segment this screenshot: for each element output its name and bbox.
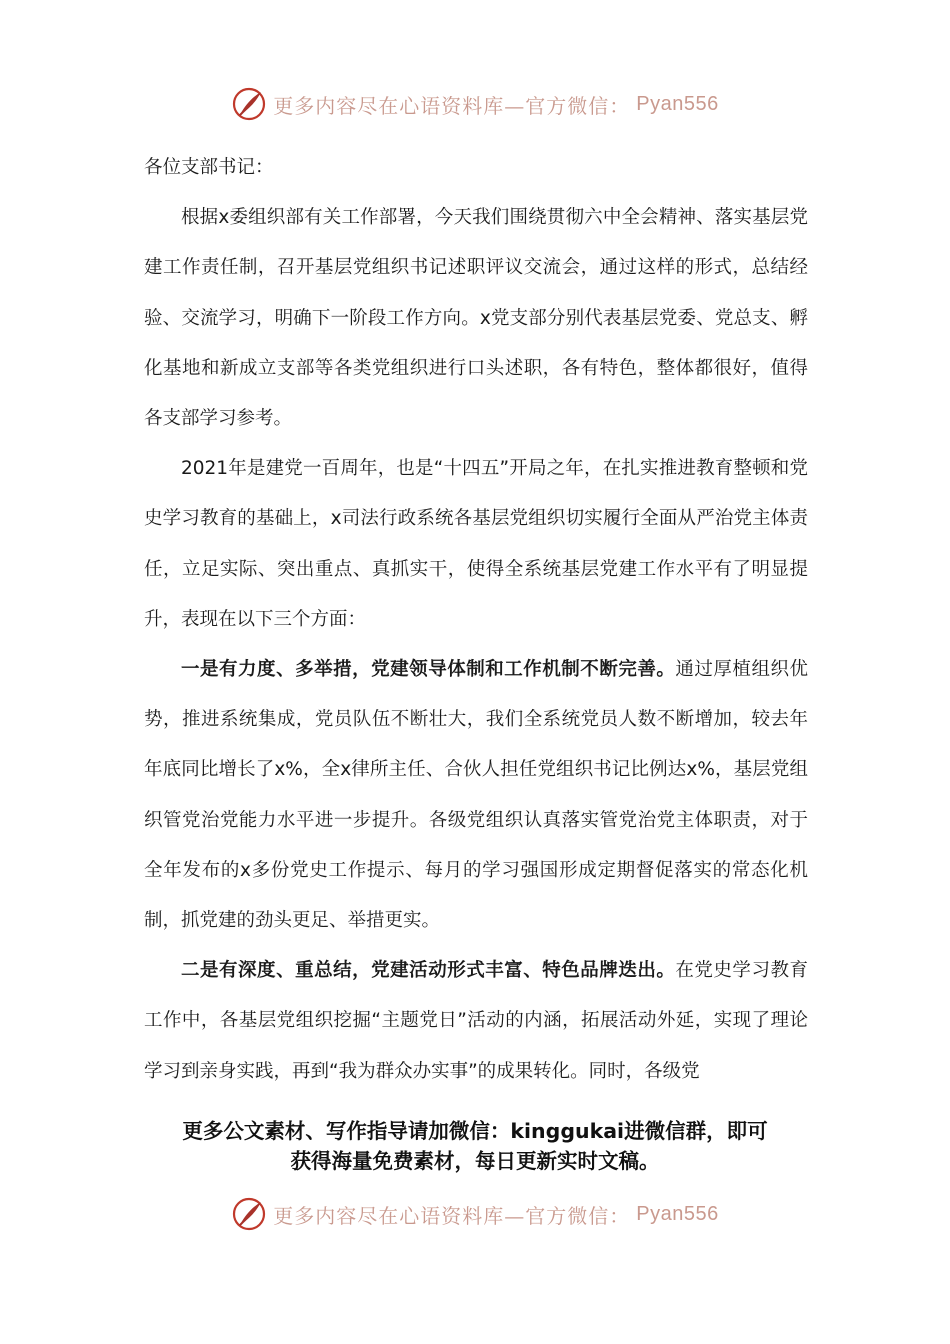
point-one-heading: 一是有力度、多举措，党建领导体制和工作机制不断完善。 <box>181 659 676 681</box>
header-watermark <box>0 82 950 126</box>
point-one-body: 通过厚植组织优势，推进系统集成，党员队伍不断壮大，我们全系统党员人数不断增加，较去年年底同比增长了x%，全x律所主任、合伙人担任党组织书记比例达x%，基层党组织管党治党能力水平进一步提升。各级党组织认真落实管党治党主体职责，对于全年发布的x多份党史工作提示、每月的学习强国形成定期督促落实的常态化机制，抓党建的劲头更足、举措更实。 <box>144 659 808 932</box>
watermark-wechat-id: Pyan556 <box>636 1202 719 1225</box>
point-two-heading: 二是有深度、重总结，党建活动形式丰富、特色品牌迭出。 <box>181 960 676 982</box>
salutation: 各位支部书记： <box>144 157 274 178</box>
promo-line-1: 更多公文素材、写作指导请加微信：kinggukai进微信群，即可 <box>182 1119 768 1143</box>
footer-watermark <box>0 1192 950 1236</box>
paragraph-point-two <box>144 946 808 1097</box>
watermark-text: 更多内容尽在心语资料库—官方微信： <box>273 93 631 118</box>
watermark-text: 更多内容尽在心语资料库—官方微信： <box>273 1203 631 1228</box>
paragraph-overview: 2021年是建党一百周年，也是“十四五”开局之年，在扎实推进教育整顿和党史学习教育的基础上，x司法行政系统各基层党组织切实履行全面从严治党主体责任，立足实际、突出重点、真抓实干，使得全系统基层党建工作水平有了明显提升，表现在以下三个方面： <box>144 458 808 630</box>
quill-logo-icon <box>231 1196 267 1232</box>
promo-note <box>130 1116 820 1176</box>
paragraph-point-one <box>144 645 808 946</box>
quill-logo-icon <box>231 86 267 122</box>
point-two-body: 在党史学习教育工作中，各基层党组织挖掘“主题党日”活动的内涵，拓展活动外延，实现了理论学习到亲身实践，再到“我为群众办实事”的成果转化。同时，各级党 <box>144 960 808 1082</box>
watermark-wechat-id: Pyan556 <box>636 92 719 115</box>
paragraph-intro: 根据x委组织部有关工作部署，今天我们围绕贯彻六中全会精神、落实基层党建工作责任制，召开基层党组织书记述职评议交流会，通过这样的形式，总结经验、交流学习，明确下一阶段工作方向。x党支部分别代表基层党委、党总支、孵化基地和新成立支部等各类党组织进行口头述职，各有特色，整体都很好，值得各支部学习参考。 <box>144 207 808 430</box>
promo-line-2: 获得海量免费素材，每日更新实时文稿。 <box>290 1149 660 1173</box>
document-body <box>144 143 808 1097</box>
